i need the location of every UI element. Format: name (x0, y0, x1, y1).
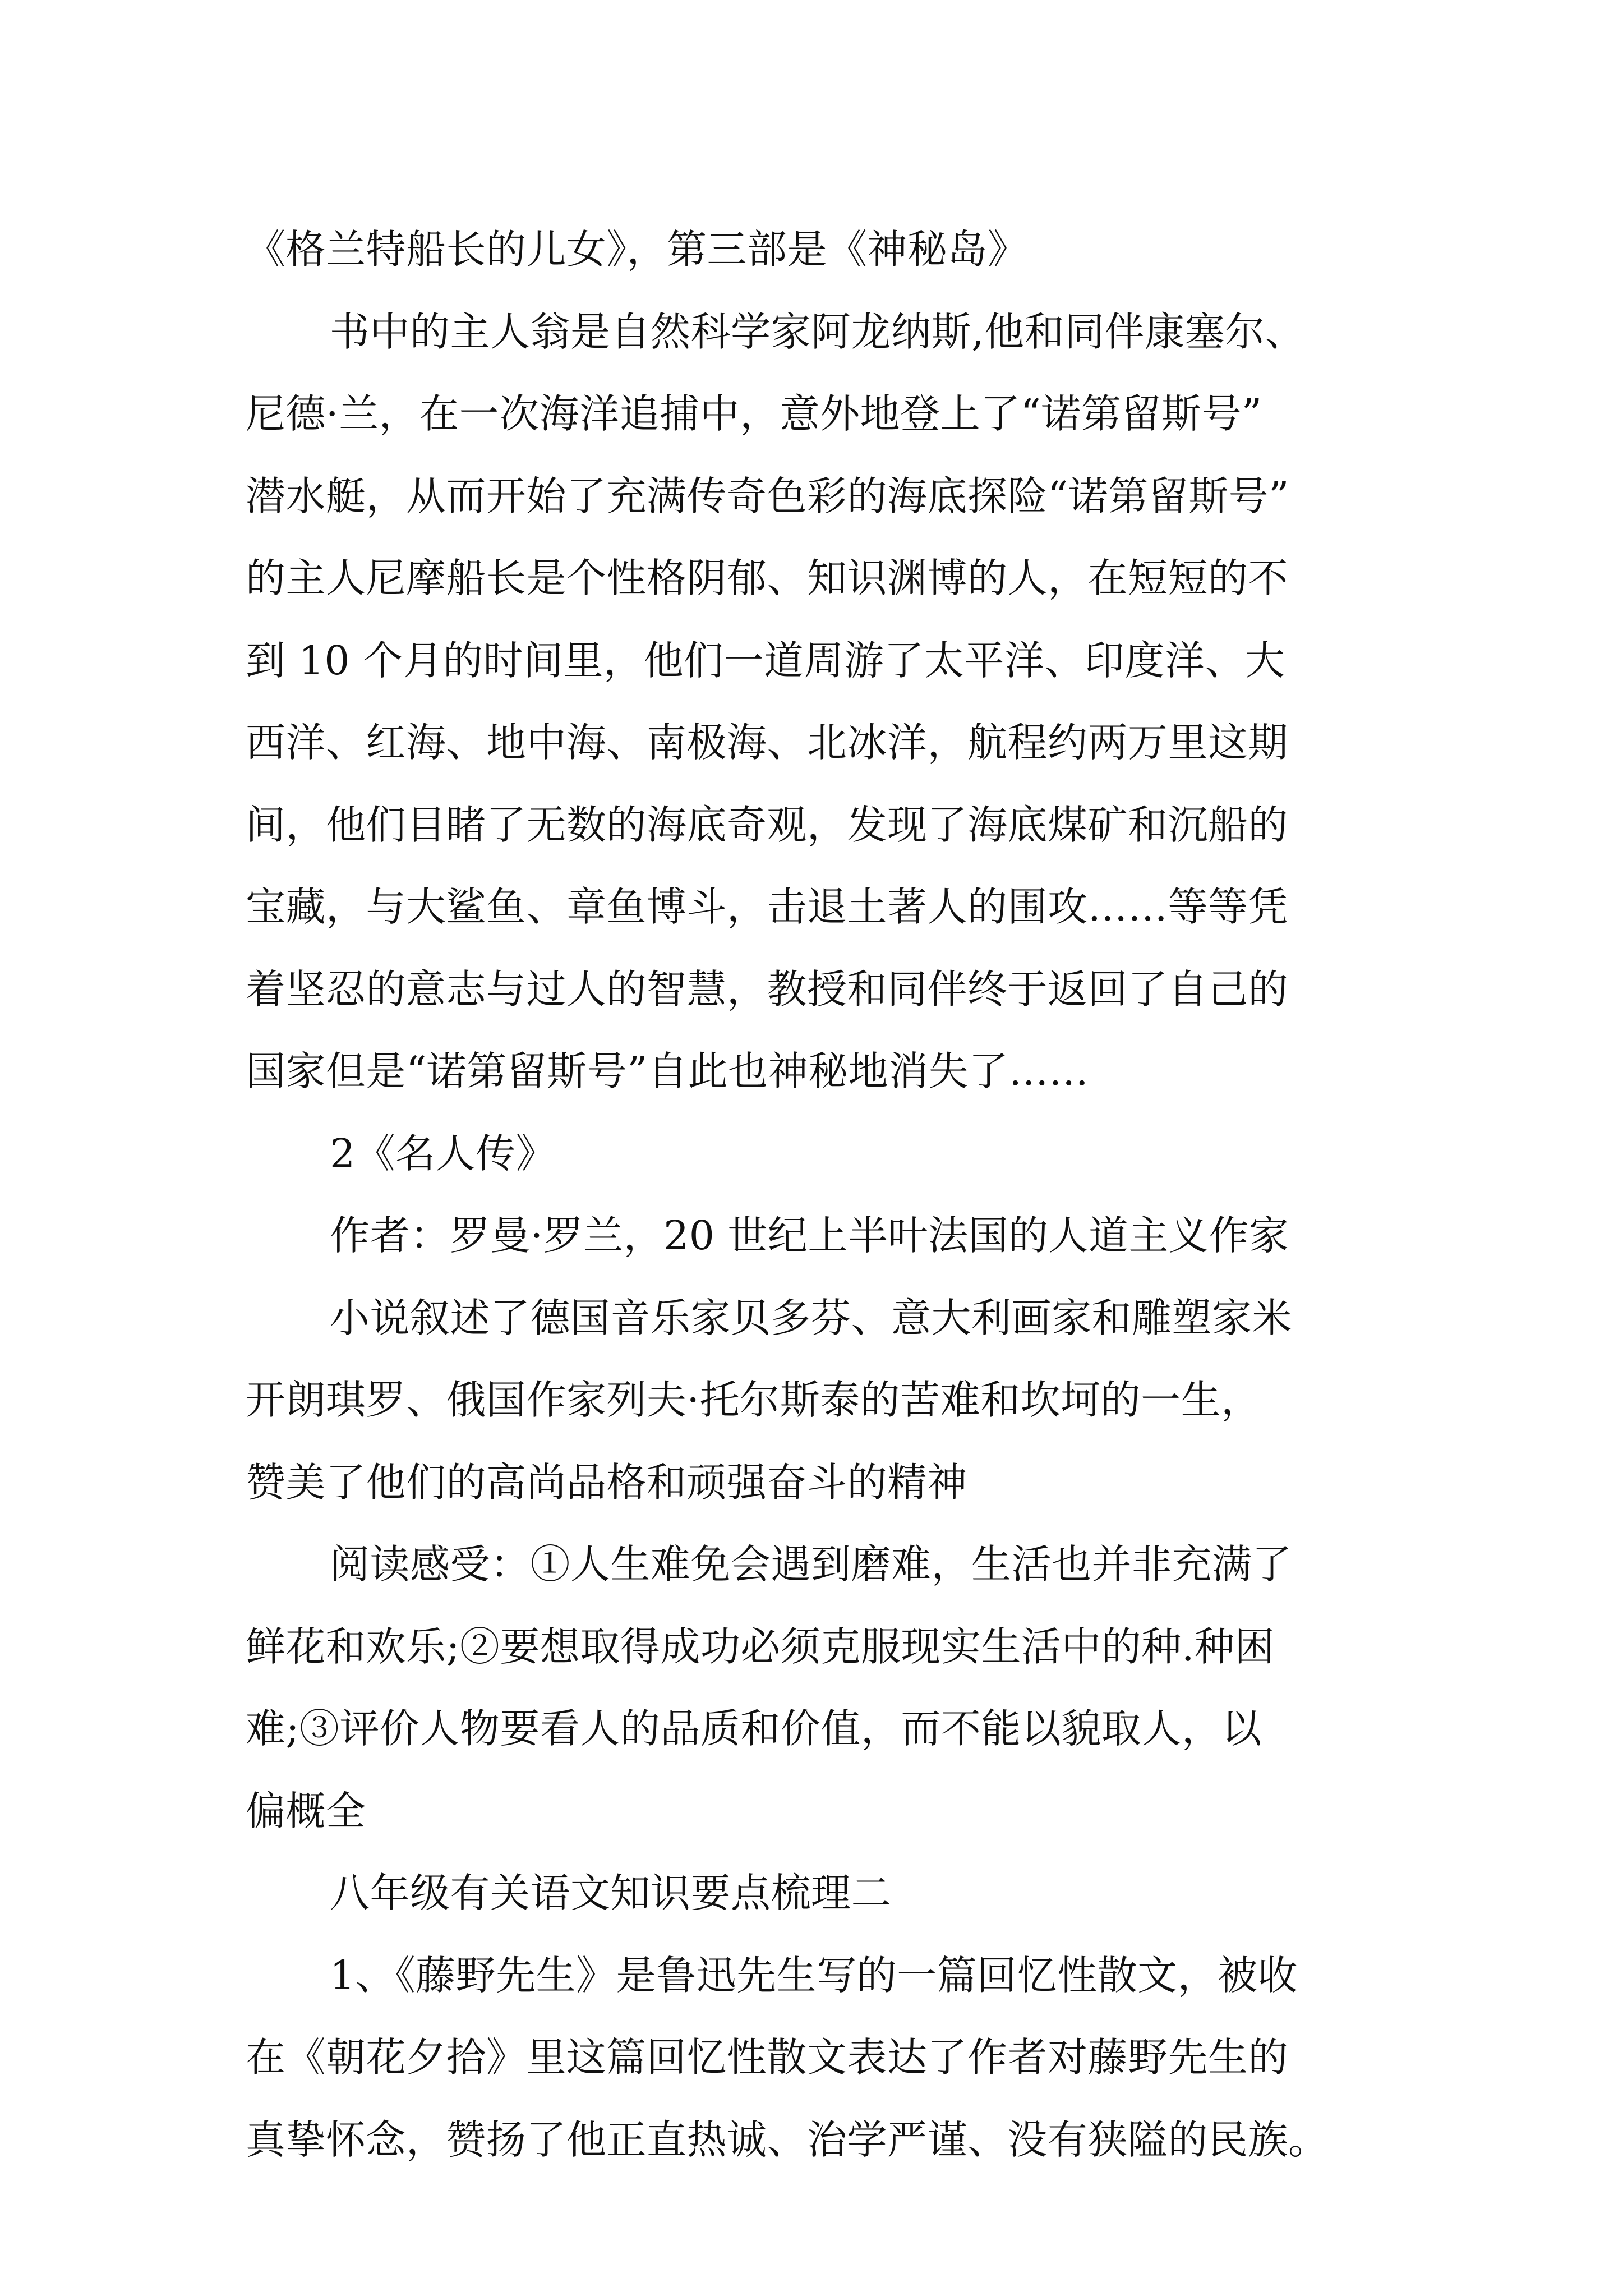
text-line: 偏概全 (246, 1787, 366, 1834)
text-line: 尼德·兰，在一次海洋追捕中，意外地登上了“诺第留斯号” (246, 390, 1262, 437)
text-line: 的主人尼摩船长是个性格阴郁、知识渊博的人，在短短的不 (246, 555, 1289, 601)
text-line: 着坚忍的意志与过人的智慧，教授和同伴终于返回了自己的 (246, 965, 1289, 1013)
section-heading: 2《名人传》 (330, 1130, 556, 1177)
text-line: 难;③评价人物要看人的品质和价值，而不能以貌取人，以 (246, 1705, 1262, 1752)
text-line: 阅读感受：①人生难免会遇到磨难，生活也并非充满了 (330, 1541, 1293, 1588)
text-line: 在《朝花夕拾》里这篇回忆性散文表达了作者对藤野先生的 (246, 2034, 1289, 2081)
text-line: 作者：罗曼·罗兰，20 世纪上半叶法国的人道主义作家 (330, 1212, 1289, 1259)
text-line: 到 10 个月的时间里，他们一道周游了太平洋、印度洋、大 (246, 637, 1285, 684)
text-line: 小说叙述了德国音乐家贝多芬、意大利画家和雕塑家米 (330, 1294, 1293, 1341)
text-line: 赞美了他们的高尚品格和顽强奋斗的精神 (246, 1458, 968, 1506)
text-line: 国家但是“诺第留斯号”自此也神秘地消失了…… (246, 1048, 1089, 1094)
document-body (246, 209, 1390, 2181)
text-line: 宝藏，与大鲨鱼、章鱼博斗，击退土著人的围攻……等等凭 (246, 884, 1289, 930)
text-line: 书中的主人翁是自然科学家阿龙纳斯,他和同伴康塞尔、 (330, 308, 1306, 355)
text-line: 潜水艇，从而开始了充满传奇色彩的海底探险“诺第留斯号” (246, 472, 1290, 519)
text-line: 《格兰特船长的儿女》，第三部是《神秘岛》 (246, 226, 1028, 273)
text-line: 西洋、红海、地中海、南极海、北冰洋，航程约两万里这期 (246, 719, 1289, 766)
text-line: 间，他们目睹了无数的海底奇观，发现了海底煤矿和沉船的 (246, 801, 1289, 848)
text-line: 鲜花和欢乐;②要想取得成功必须克服现实生活中的种.种困 (246, 1623, 1275, 1670)
text-line: 真挚怀念，赞扬了他正直热诚、治学严谨、没有狭隘的民族。 (246, 2116, 1329, 2163)
section-heading: 八年级有关语文知识要点梳理二 (330, 1870, 892, 1916)
text-line: 1、《藤野先生》是鲁迅先生写的一篇回忆性散文，被收 (330, 1952, 1298, 1999)
text-line: 开朗琪罗、俄国作家列夫·托尔斯泰的苦难和坎坷的一生， (246, 1377, 1261, 1423)
